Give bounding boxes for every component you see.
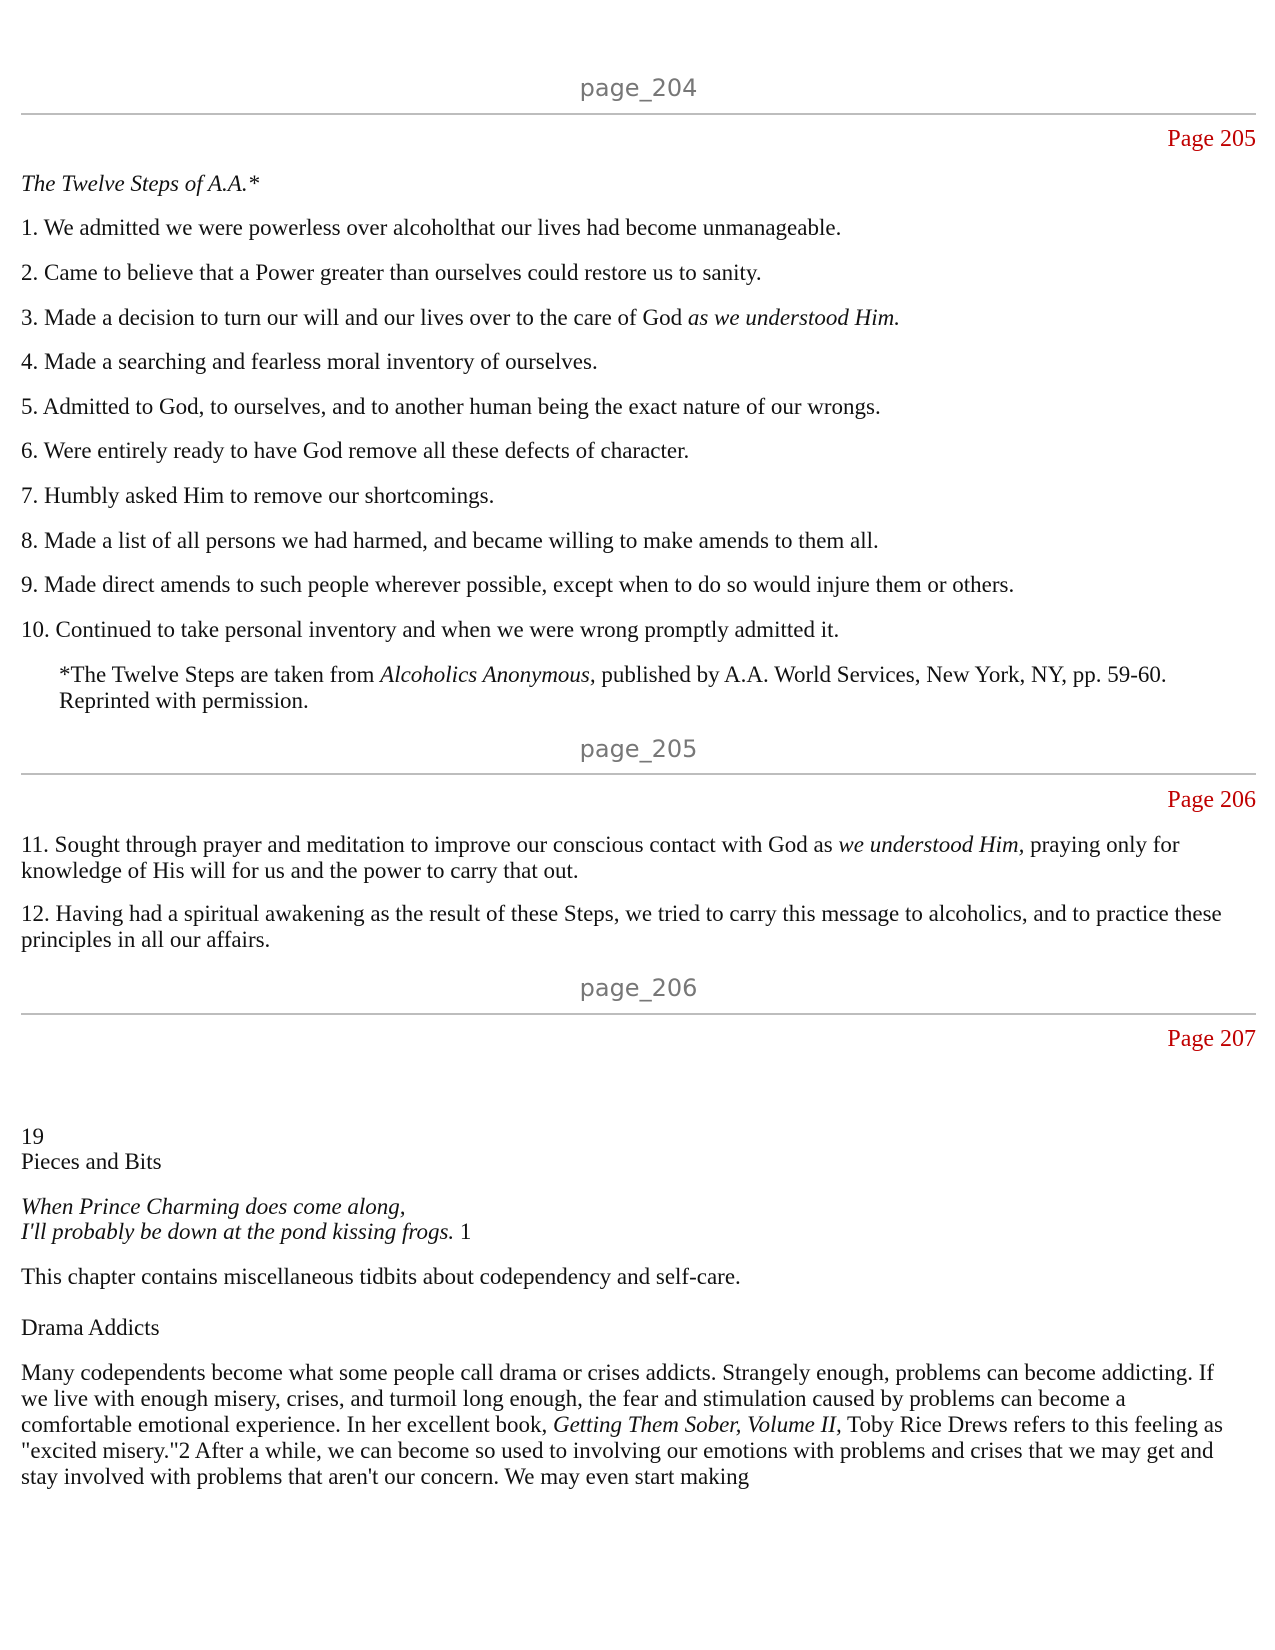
- step-5: 5. Admitted to God, to ourselves, and to another human being the exact nature of our wrongs.: [21, 394, 881, 419]
- step-11: [21, 832, 1256, 884]
- subheading-drama-addicts: Drama Addicts: [21, 1315, 160, 1340]
- step-10: 10. Continued to take personal inventory and when we were wrong promptly admitted it.: [21, 617, 840, 642]
- body-book-title: Getting Them Sober, Volume II,: [552, 1412, 842, 1437]
- chapter-number: 19: [21, 1124, 44, 1149]
- epigraph-line-1: When Prince Charming does come along,: [21, 1194, 406, 1219]
- step-1: 1. We admitted we were powerless over alcoholthat our lives had become unmanageable.: [21, 215, 842, 240]
- step-3-emphasis: as we understood Him.: [687, 305, 900, 330]
- epigraph-note: 1: [454, 1219, 472, 1244]
- epigraph-line-2: [21, 1219, 1256, 1245]
- twelve-steps-title: The Twelve Steps of A.A.*: [21, 171, 260, 196]
- body-paragraph: [21, 1360, 1231, 1490]
- step-7: 7. Humbly asked Him to remove our shortcomings.: [21, 483, 495, 508]
- step-11-after: praying only for knowledge of His will for us and the power to carry that out.: [21, 832, 1180, 883]
- step-4: 4. Made a searching and fearless moral inventory of ourselves.: [21, 349, 598, 374]
- footnote-before: *The Twelve Steps are taken from: [59, 662, 381, 687]
- step-2: 2. Came to believe that a Power greater than ourselves could restore us to sanity.: [21, 260, 762, 285]
- page-divider: [21, 1013, 1256, 1015]
- footnote: [21, 662, 1189, 714]
- epigraph-line-2-text: I'll probably be down at the pond kissing frogs.: [21, 1219, 455, 1244]
- body-before: Many codependents become what some people call drama or crises addicts. Strangely enough, problems can become addicting. If we live with enough misery, crises, and turmoil long enough, the fear and stimulation caused by problems can become a comfortable emotional experience. In her excellent book,: [21, 1360, 1215, 1437]
- page-divider: [21, 773, 1256, 775]
- body-after: Toby Rice Drews refers to this feeling as "excited misery."2 After a while, we can become so used to involving our emotions with problems and crises that we may get and stay involved with problems that aren't our concern. We may even start making: [21, 1412, 1223, 1489]
- step-11-before: 11. Sought through prayer and meditation to improve our conscious contact with God as: [21, 832, 839, 857]
- step-3-text: 3. Made a decision to turn our will and our lives over to the care of God: [21, 305, 688, 330]
- page-number-207: Page 207: [1167, 1026, 1256, 1052]
- page-number-206: Page 206: [1167, 787, 1256, 813]
- step-9: 9. Made direct amends to such people wherever possible, except when to do so would injure them or others.: [21, 572, 1015, 597]
- step-11-emphasis: we understood Him,: [838, 832, 1025, 857]
- footnote-after: published by A.A. World Services, New York, NY, pp. 59-60. Reprinted with permission.: [59, 662, 1167, 713]
- step-6: 6. Were entirely ready to have God remove all these defects of character.: [21, 438, 690, 463]
- step-3: [21, 305, 1256, 331]
- step-12: 12. Having had a spiritual awakening as the result of these Steps, we tried to carry this message to alcoholics, and to practice these principles in all our affairs.: [21, 901, 1222, 952]
- page-marker-206: page_206: [579, 974, 698, 1002]
- page-number-205: Page 205: [1167, 126, 1256, 152]
- page-marker-205: page_205: [579, 735, 698, 763]
- page-divider: [21, 113, 1256, 115]
- chapter-title: Pieces and Bits: [21, 1149, 162, 1174]
- footnote-book-title: Alcoholics Anonymous,: [380, 662, 596, 687]
- page-marker-204: page_204: [579, 74, 698, 102]
- step-8: 8. Made a list of all persons we had harmed, and became willing to make amends to them all.: [21, 528, 879, 553]
- chapter-intro: This chapter contains miscellaneous tidbits about codependency and self-care.: [21, 1264, 741, 1289]
